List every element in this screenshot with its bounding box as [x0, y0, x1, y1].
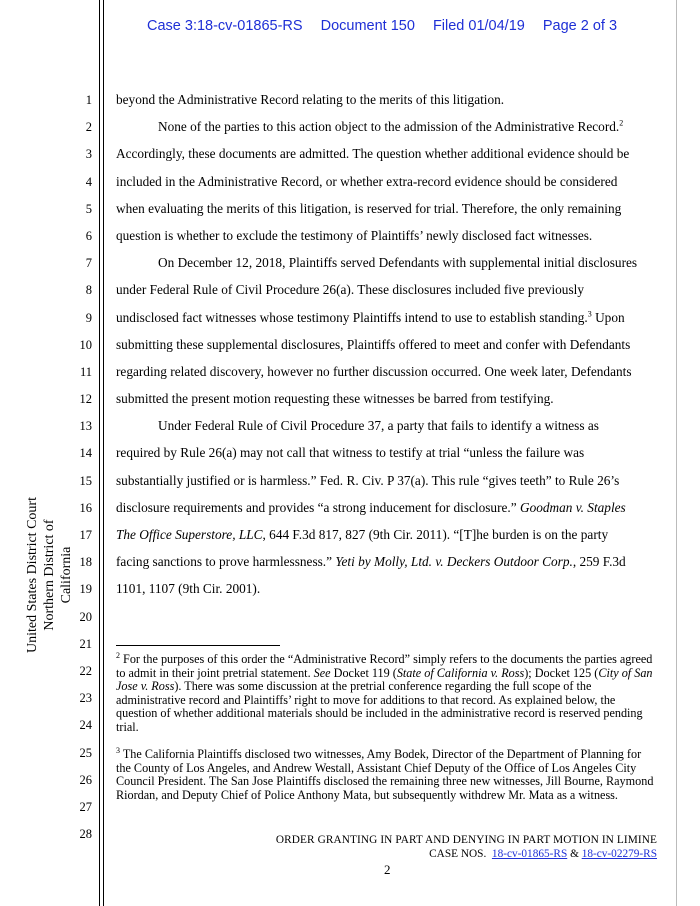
body-line: undisclosed fact witnesses whose testimony Plaintiffs intend to use to establish standing.$^3$ Upon	[116, 309, 625, 325]
line-number: 3	[85, 147, 92, 162]
header-document: Document 150	[320, 18, 415, 34]
line-number: 21	[79, 636, 92, 651]
line-number: 16	[79, 500, 92, 515]
ecf-header	[147, 18, 631, 34]
body-line: submitted the present motion requesting these witnesses be barred from testifying.	[116, 391, 554, 407]
case-citation: Goodman v. Staples	[519, 499, 626, 515]
body-line: included in the Administrative Record, or whether extra-record evidence should be considered	[116, 173, 618, 189]
case-citation: Yeti by Molly, Ltd. v. Deckers Outdoor Corp.	[335, 554, 573, 570]
body-line: None of the parties to this action object to the admission of the Administrative Record.$^2$	[158, 118, 624, 135]
line-number: 5	[85, 201, 92, 216]
line-number: 2	[85, 120, 92, 135]
body-line: required by Rule 26(a) may not call that witness to testify at trial “unless the failure was	[116, 445, 585, 461]
line-number: 7	[85, 256, 92, 271]
line-number: 19	[79, 582, 92, 597]
line-number: 15	[79, 473, 92, 488]
right-margin-rule	[676, 0, 677, 906]
line-number: 22	[79, 663, 92, 678]
line-number: 26	[79, 772, 92, 787]
case-link-1[interactable]: 18-cv-01865-RS	[491, 848, 568, 860]
body-line: The Office Superstore, LLC, 644 F.3d 817, 827 (9th Cir. 2011). “[T]he burden is on the party	[116, 527, 609, 542]
body-line: submitting these supplemental disclosures, Plaintiffs offered to meet and confer with Defendants	[116, 336, 631, 352]
footnote-divider	[116, 645, 280, 646]
line-number: 4	[85, 174, 92, 189]
left-margin-rule-2	[103, 0, 104, 906]
line-numbers	[60, 92, 92, 853]
body-line: question is whether to exclude the testimony of Plaintiffs’ newly disclosed fact witnesses.	[116, 227, 593, 243]
line-number: 1	[85, 93, 92, 107]
line-number: 24	[79, 718, 92, 733]
footnote-3: $^3$ The California Plaintiffs disclosed two witnesses, Amy Bodek, Director of the Department of Planning for the County of Los Angeles, and Andrew Westall, Assistant Chief Deputy of the Office of Los Angeles City Council President. The San Jose Plaintiffs disclosed the remaining three new witnesses, Jill Bourne, Raymond Riordan, and Deputy Chief of Police Anthony Mata, but subsequently withdrew Mr. Mata as a witness.	[116, 745, 654, 802]
line-number: 13	[79, 419, 92, 434]
court-name: United States District Court	[25, 497, 40, 653]
body-line: beyond the Administrative Record relating to the merits of this litigation.	[116, 92, 505, 107]
court-district: Northern District of California	[42, 519, 74, 631]
body-line: On December 12, 2018, Plaintiffs served Defendants with supplemental initial disclosures	[158, 255, 638, 271]
body-line: when evaluating the merits of this litigation, is reserved for trial. Therefore, the only remaining	[116, 200, 622, 216]
line-number: 25	[79, 745, 92, 760]
line-number: 11	[79, 364, 92, 379]
line-number: 12	[79, 392, 92, 407]
line-number: 9	[85, 310, 92, 325]
body-line: substantially justified or is harmless.” Fed. R. Civ. P 37(a). This rule “gives teeth” to Rule 26’s	[116, 472, 620, 488]
line-number: 8	[85, 283, 92, 298]
header-page: Page 2 of 3	[542, 18, 618, 34]
line-number: 17	[79, 528, 92, 542]
line-number: 10	[79, 337, 92, 352]
page-number: 2	[384, 862, 391, 877]
footnote-ref: 3	[587, 309, 592, 319]
line-number: 18	[79, 555, 92, 570]
header-filed: Filed 01/04/19	[432, 18, 525, 34]
footnote-2: $^2$ For the purposes of this order the “Administrative Record” simply refers to the documents the parties agreed to admit in their joint pretrial statement. See Docket 119 (State of California v. Ross); Docket 125 (City of San Jose v. Ross). There was some discussion at the pretrial conference regarding the full scope of the administrative record and Plaintiffs’ right to move for additions to that record. As explained below, the question of whether additional materials should be included in the administrative record is reserved pending trial.	[116, 650, 653, 734]
footnote-ref: 2	[619, 118, 624, 128]
header-case-number: Case 3:18-cv-01865-RS	[147, 18, 303, 34]
line-number: 28	[79, 827, 92, 842]
body-line: 1101, 1107 (9th Cir. 2001).	[116, 581, 261, 597]
case-citation: The Office Superstore, LLC	[116, 527, 263, 542]
line-number: 27	[79, 799, 92, 814]
body-line: Under Federal Rule of Civil Procedure 37, a party that fails to identify a witness as	[158, 418, 599, 434]
line-number: 20	[79, 609, 92, 624]
line-number: 14	[79, 446, 92, 461]
order-body	[116, 92, 656, 609]
case-link-2[interactable]: 18-cv-02279-RS	[581, 848, 657, 860]
body-line: under Federal Rule of Civil Procedure 26(a). These disclosures included five previously	[116, 282, 584, 298]
body-line: Accordingly, these documents are admitted. The question whether additional evidence should be	[116, 146, 630, 162]
body-line: regarding related discovery, however no further discussion occurred. One week later, Defendants	[116, 363, 632, 379]
footer-case-numbers: CASE NOS. 18-cv-01865-RS & 18-cv-02279-RS	[429, 848, 657, 860]
line-number: 23	[79, 691, 92, 706]
left-margin-rule-1	[99, 0, 100, 906]
line-number: 6	[85, 228, 92, 243]
footer-order-title: ORDER GRANTING IN PART AND DENYING IN PART MOTION IN LIMINE	[275, 834, 657, 846]
body-line: disclosure requirements and provides “a strong inducement for disclosure.” Goodman v. Staples	[116, 499, 626, 515]
body-line: facing sanctions to prove harmlessness.” Yeti by Molly, Ltd. v. Deckers Outdoor Corp., 259 F.3d	[116, 554, 626, 570]
